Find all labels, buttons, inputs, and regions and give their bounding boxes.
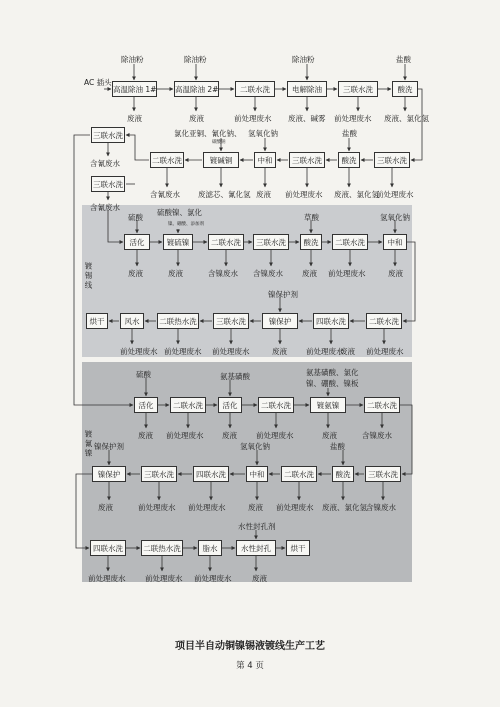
input-label: 盐酸 [330,442,345,451]
step-nickel-protect: 镍保护 [262,313,298,329]
page-number: 第 4 页 [236,661,264,671]
waste-label: 前处理废水 [328,269,366,278]
step-pickling: 酸洗 [332,466,354,482]
waste-label: 废液 [98,503,113,512]
step-electro-degrease: 电解除油 [287,81,327,97]
input-label: 氯化亚铜、氰化钠、 [174,129,242,138]
step-water: 风水 [120,313,144,329]
waste-label: 前处理废水 [256,431,294,440]
input-label: 镍保护剂 [94,442,124,451]
waste-label: 前处理废水 [138,503,176,512]
input-label: 氢氧化钠 [240,442,270,451]
step-rinse: 三联水洗 [289,152,325,168]
input-label: 盐酸 [342,129,357,138]
input-label: 硫酸镍、氯化 [157,208,202,217]
step-hot-degrease-2: 高温除油 2# [174,81,219,97]
input-label: 水性封孔剂 [238,522,276,531]
step-rinse: 三联水洗 [253,234,289,250]
waste-label: 前处理废水 [366,347,404,356]
flow-arrow [411,89,422,160]
waste-label: 前处理废水 [120,347,158,356]
waste-label: 废液、碱雾 [288,114,326,123]
waste-label: 废液 [272,347,287,356]
step-sulfamate-nickel: 镀氨镍 [310,397,346,413]
start-label: AC 插头 [84,78,112,87]
input-label: 镍、硼酸、镍板 [306,379,359,388]
step-pickling: 酸洗 [338,152,360,168]
step-nickel-protect: 镍保护 [92,466,126,482]
waste-label: 前处理废水 [188,503,226,512]
waste-label: 前处理废水 [145,574,183,583]
waste-label: 含氰废水 [90,159,120,168]
step-rinse: 四联水洗 [90,540,126,556]
tin-line-label: 镀锡线 [84,262,93,291]
input-label: 草酸 [304,213,319,222]
step-hot-rinse: 二联热水洗 [157,313,199,329]
page-title: 项目半自动铜镍锡液镀线生产工艺 [175,641,325,652]
waste-label: 前处理废水 [306,347,344,356]
step-dry: 烘干 [286,540,310,556]
waste-label: 废液 [127,114,142,123]
waste-label: 废液 [128,269,143,278]
input-label: 除油粉 [121,55,144,64]
step-dry: 烘干 [86,313,108,329]
step-hot-rinse: 二联热水洗 [141,540,183,556]
step-rinse: 四联水洗 [313,313,349,329]
waste-label: 含镍废水 [366,503,396,512]
waste-label: 废液、氯化氢 [334,190,379,199]
waste-label: 废液 [189,114,204,123]
waste-label: 废液、氯化氢 [384,114,429,123]
waste-label: 废液 [302,269,317,278]
step-neutralize: 中和 [383,234,407,250]
waste-label: 前处理废水 [164,347,202,356]
input-label: 氨基磺酸、氯化 [306,368,359,377]
input-label: 氨基磺酸 [220,372,250,381]
waste-label: 前处理废水 [212,347,250,356]
input-label: 硫酸 [128,213,143,222]
step-rinse: 三联水洗 [141,466,177,482]
input-label: 氢氧化钠 [380,213,410,222]
waste-label: 前处理废水 [276,503,314,512]
waste-label: 废液 [222,431,237,440]
step-neutralize: 中和 [254,152,276,168]
step-sealing: 水性封孔 [236,540,276,556]
step-alkaline-copper: 镀碱铜 [203,152,239,168]
input-label-small: 碳酸钠 [212,140,226,145]
flow-arrow [126,135,149,160]
waste-label: 前处理废水 [334,114,372,123]
step-rinse: 二联水洗 [235,81,275,97]
waste-label: 废液 [138,431,153,440]
waste-label: 废液 [388,269,403,278]
step-rinse: 三联水洗 [338,81,378,97]
nickel-line-label: 镀氰镍 [84,430,93,459]
step-activate: 活化 [124,234,150,250]
waste-label: 前处理废水 [234,114,272,123]
waste-label: 前处理废水 [88,574,126,583]
waste-label: 前处理废水 [376,190,414,199]
waste-label: 含氰废水 [150,190,180,199]
step-rinse: 三联水洗 [213,313,249,329]
step-activate: 活化 [218,397,242,413]
waste-label: 废液 [168,269,183,278]
step-rinse: 二联水洗 [150,152,184,168]
step-rinse: 二联水洗 [281,466,317,482]
waste-label: 含氰废水 [90,203,120,212]
tin-line-panel [82,205,412,357]
waste-label: 废液 [322,431,337,440]
step-rinse: 四联水洗 [193,466,229,482]
step-rinse: 三联水洗 [91,176,125,192]
step-pickling: 酸洗 [300,234,322,250]
step-rinse: 三联水洗 [365,466,401,482]
waste-label: 废液 [340,347,355,356]
step-rinse: 二联水洗 [332,234,368,250]
step-hot-degrease-1: 高温除油 1# [112,81,157,97]
waste-label: 含镍废水 [253,269,283,278]
input-label: 氢氧化钠 [248,129,278,138]
waste-label: 前处理废水 [194,574,232,583]
step-rinse: 二联水洗 [170,397,206,413]
step-sulfate-nickel: 镀硫镍 [163,234,193,250]
step-rinse: 二联水洗 [208,234,244,250]
waste-label: 含镍废水 [208,269,238,278]
waste-label: 废滤芯、氰化氢 [198,190,251,199]
waste-label: 前处理废水 [166,431,204,440]
step-pickling: 酸洗 [392,81,418,97]
input-label: 除油粉 [292,55,315,64]
waste-label: 废液、氯化氢 [322,503,367,512]
step-rinse: 二联水洗 [258,397,294,413]
input-label: 镍保护剂 [268,290,298,299]
input-label: 硫酸 [136,370,151,379]
step-rinse: 三联水洗 [374,152,410,168]
waste-label: 含镍废水 [362,431,392,440]
step-rinse: 二联水洗 [364,397,400,413]
waste-label: 前处理废水 [285,190,323,199]
input-label: 除油粉 [184,55,207,64]
step-neutralize: 中和 [246,466,268,482]
step-activate: 活化 [134,397,158,413]
input-label: 盐酸 [396,55,411,64]
step-rinse: 二联水洗 [366,313,402,329]
step-rinse: 三联水洗 [91,127,125,143]
input-label-small: 镍、硼酸、添加剂 [168,222,204,227]
flow-arrow [74,135,90,180]
step-water: 脂水 [198,540,222,556]
waste-label: 废液 [252,574,267,583]
waste-label: 废液 [256,190,271,199]
waste-label: 废液 [248,503,263,512]
